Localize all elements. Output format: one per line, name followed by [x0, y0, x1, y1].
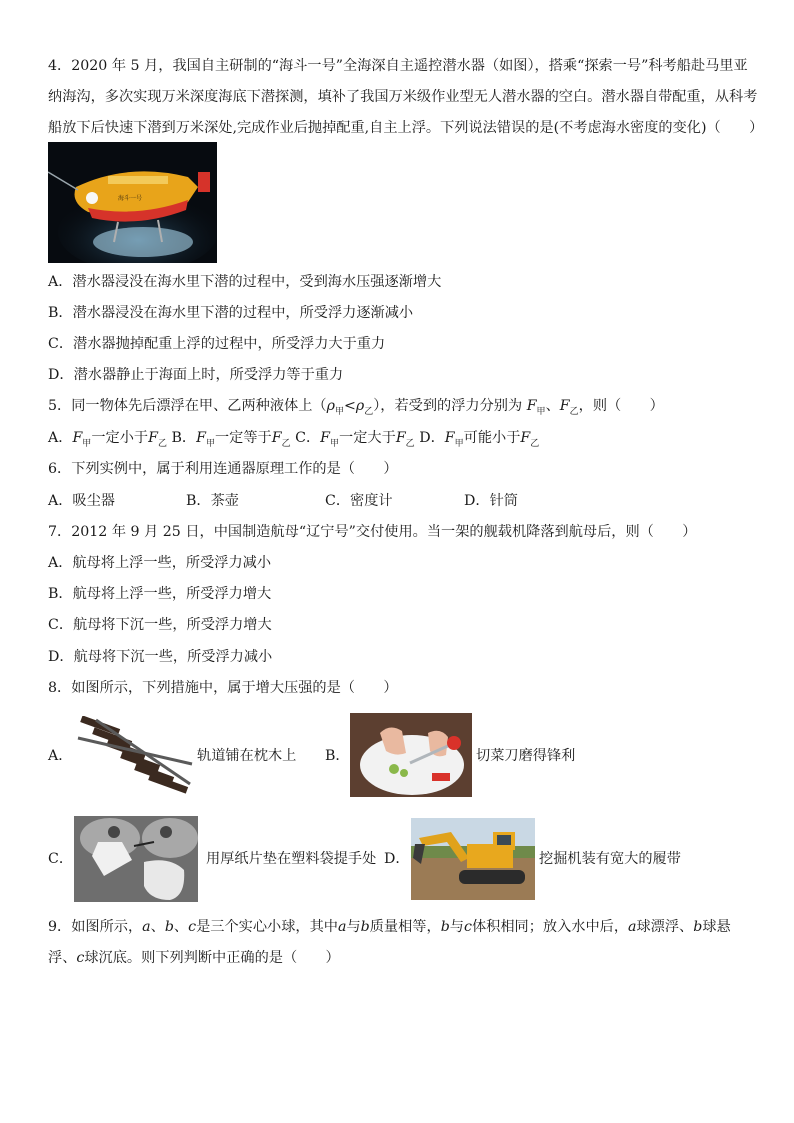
q5-stem-a: 5．同一物体先后漂浮在甲、乙两种液体上（ [48, 398, 327, 414]
q7-stem: 7．2012 年 9 月 25 日，中国制造航母“辽宁号”交付使用。当一架的舰载机降落到航母后，则（ ） [48, 524, 697, 540]
svg-text:海斗一号: 海斗一号 [118, 195, 143, 202]
q8-option-d-text: 挖掘机装有宽大的履带 [539, 851, 681, 867]
force-symbol: F [526, 398, 537, 414]
q6-option-a: A．吸尘器 [48, 493, 115, 509]
less-than: < [343, 398, 356, 414]
rho-symbol: ρ [355, 398, 365, 414]
q7-option-d: D．航母将下沉一些，所受浮力减小 [48, 649, 273, 665]
q8-option-c-text: 用厚纸片垫在塑料袋提手处 [206, 851, 377, 867]
q8-option-b-text: 切菜刀磨得锋利 [476, 748, 576, 764]
q8-option-b-letter: B． [325, 748, 350, 764]
q5-stem [48, 396, 664, 422]
q7-option-c: C．航母将下沉一些，所受浮力增大 [48, 617, 272, 633]
q7-option-a: A．航母将上浮一些，所受浮力减小 [48, 555, 272, 571]
q9-stem-line1: 9．如图所示，a、b、c是三个实心小球，其中a与b质量相等，b与c体积相同；放入水中后，a球漂浮、b球悬 [48, 919, 731, 935]
q8-option-a-text: 轨道铺在枕木上 [197, 748, 297, 764]
q4-option-b: B．潜水器浸没在海水里下潜的过程中，所受浮力逐渐减小 [48, 305, 414, 321]
q5-option-a: A．$F_甲$一定小于$F_乙$ [48, 430, 167, 449]
q7-option-b: B．航母将上浮一些，所受浮力增大 [48, 586, 272, 602]
q4-option-c: C．潜水器抛掉配重上浮的过程中，所受浮力大于重力 [48, 336, 386, 352]
subscript-yi: 乙 [364, 406, 374, 417]
submersible-photo [48, 142, 217, 263]
var-b: b [164, 919, 174, 935]
subscript-yi: 乙 [569, 406, 579, 417]
q5-options [48, 428, 539, 454]
q5-stem-c: ，则（ ） [578, 398, 664, 414]
q5-option-b: B．$F_甲$一定等于$F_乙$ [171, 430, 291, 449]
excavator-image [411, 818, 535, 900]
q5-stem-b: ），若受到的浮力分别为 [373, 398, 523, 414]
var-a: a [142, 919, 151, 935]
q4-option-a: A．潜水器浸没在海水里下潜的过程中，受到海水压强逐渐增大 [48, 274, 442, 290]
q5-option-c: C．$F_甲$一定大于$F_乙$ [295, 430, 415, 449]
q4-stem-line2: 纳海沟，多次实现万米深度海底下潜探测，填补了我国万米级作业型无人潜水器的空白。潜水器自带配重，从科考 [48, 89, 758, 105]
q6-option-d: D．针筒 [464, 493, 518, 509]
rho-symbol: ρ [326, 398, 335, 414]
q4-option-d: D．潜水器静止于海面上时，所受浮力等于重力 [48, 367, 344, 383]
q6-option-c: C．密度计 [325, 493, 393, 509]
q8-option-d-letter: D． [384, 851, 410, 867]
q9-stem-line2: 浮、c球沉底。则下列判断中正确的是（ ） [48, 950, 340, 966]
subscript-jia: 甲 [536, 406, 546, 417]
q6-stem: 6．下列实例中，属于利用连通器原理工作的是（ ） [48, 461, 398, 477]
q4-stem-line1: 4．2020 年 5 月，我国自主研制的“海斗一号”全海深自主遥控潜水器（如图），搭乘“探索一号”科考船赴马里亚 [48, 58, 748, 74]
force-symbol: F [559, 398, 570, 414]
q6-option-b: B．茶壶 [186, 493, 239, 509]
subscript-jia: 甲 [334, 406, 344, 417]
var-c: c [188, 919, 197, 935]
q8-stem: 8．如图所示，下列措施中，属于增大压强的是（ ） [48, 680, 398, 696]
q4-stem-line3: 船放下后快速下潜到万米深处,完成作业后抛掉配重,自主上浮。下列说法错误的是(不考虑海水密度的变化)（ ） [48, 120, 764, 136]
q9-text: 9．如图所示， [48, 919, 143, 935]
railway-track-image [74, 716, 196, 794]
cutting-knife-image [350, 713, 472, 797]
q8-option-a-letter: A． [48, 748, 73, 764]
q5-option-d: D．$F_甲$可能小于$F_乙$ [419, 430, 540, 449]
plastic-bag-image [74, 816, 198, 902]
comma: 、 [545, 398, 560, 414]
q8-option-c-letter: C． [48, 851, 74, 867]
